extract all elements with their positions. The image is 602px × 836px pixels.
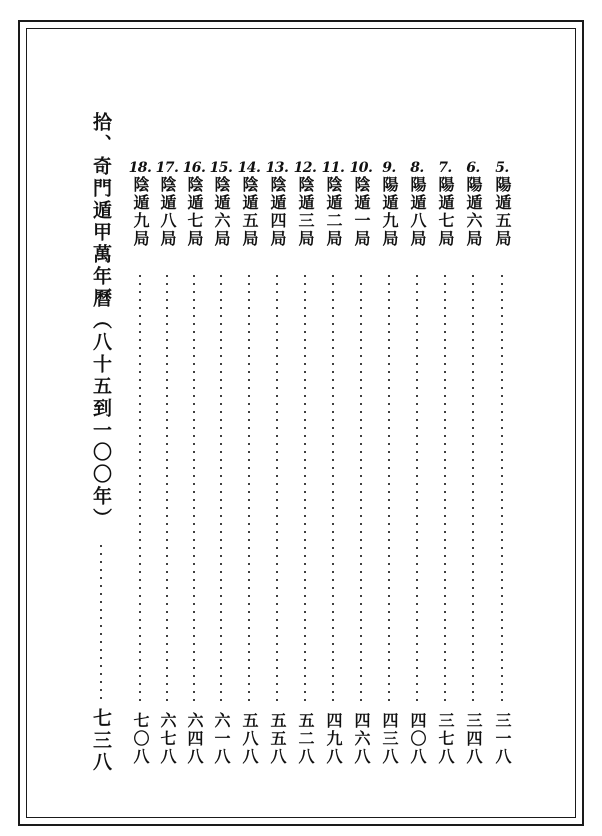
- chapter-title: 拾、奇門遁甲萬年曆（八十五到一〇〇年）: [90, 112, 112, 530]
- entry-number: 14.: [237, 160, 261, 176]
- entry-title: 陽遁六局: [464, 176, 483, 248]
- toc-entry[interactable]: [235, 160, 263, 248]
- leader-dots: [219, 272, 223, 704]
- entry-number: 15.: [209, 160, 233, 176]
- entry-page-number: 三四八: [464, 712, 483, 766]
- entry-page-number: 六七八: [158, 712, 177, 766]
- entry-page-number: 七〇八: [131, 712, 150, 766]
- toc-entry[interactable]: [263, 160, 291, 248]
- toc-entry[interactable]: [319, 160, 347, 248]
- entry-number: 5.: [495, 160, 509, 176]
- leader-dots: [247, 272, 251, 704]
- entry-title: 陽遁五局: [493, 176, 512, 248]
- entry-number: 13.: [265, 160, 289, 176]
- toc-entry[interactable]: [375, 160, 403, 248]
- entry-page-number: 五八八: [240, 712, 259, 766]
- entry-page-number: 六一八: [212, 712, 231, 766]
- toc-entry[interactable]: [153, 160, 181, 248]
- entry-page-number: 四六八: [352, 712, 371, 766]
- entry-page-number: 六四八: [185, 712, 204, 766]
- toc-entry[interactable]: [431, 160, 459, 248]
- entry-title: 陰遁三局: [296, 176, 315, 248]
- entry-number: 11.: [321, 160, 345, 176]
- toc-entry[interactable]: [347, 160, 375, 248]
- leader-dots: [471, 272, 475, 704]
- entry-number: 8.: [410, 160, 424, 176]
- leader-dots: [415, 272, 419, 704]
- chapter-leader-dots: [99, 542, 103, 700]
- leader-dots: [138, 272, 142, 704]
- entry-page-number: 三七八: [436, 712, 455, 766]
- leader-dots: [387, 272, 391, 704]
- entry-page-number: 五五八: [268, 712, 287, 766]
- entry-number: 12.: [293, 160, 317, 176]
- leader-dots: [165, 272, 169, 704]
- toc-entry[interactable]: [180, 160, 208, 248]
- leader-dots: [500, 272, 504, 704]
- entry-title: 陽遁八局: [408, 176, 427, 248]
- entry-page-number: 五二八: [296, 712, 315, 766]
- entry-title: 陰遁九局: [131, 176, 150, 248]
- entry-page-number: 三一八: [493, 712, 512, 766]
- toc-entry[interactable]: [459, 160, 487, 248]
- entry-number: 7.: [438, 160, 452, 176]
- entry-page-number: 四〇八: [408, 712, 427, 766]
- chapter-page-number: 七三八: [90, 708, 112, 774]
- entry-title: 陽遁九局: [380, 176, 399, 248]
- toc-entry[interactable]: [488, 160, 516, 248]
- toc-entry[interactable]: [207, 160, 235, 248]
- entry-number: 9.: [382, 160, 396, 176]
- toc-entry[interactable]: [126, 160, 154, 248]
- entry-page-number: 四九八: [324, 712, 343, 766]
- entry-title: 陰遁四局: [268, 176, 287, 248]
- entry-title: 陰遁六局: [212, 176, 231, 248]
- toc-entry[interactable]: [291, 160, 319, 248]
- entry-number: 10.: [349, 160, 373, 176]
- toc-entry[interactable]: [403, 160, 431, 248]
- entry-title: 陰遁五局: [240, 176, 259, 248]
- entry-title: 陰遁八局: [158, 176, 177, 248]
- entry-title: 陰遁二局: [324, 176, 343, 248]
- entry-number: 16.: [182, 160, 206, 176]
- entry-title: 陽遁七局: [436, 176, 455, 248]
- entry-title: 陰遁一局: [352, 176, 371, 248]
- leader-dots: [192, 272, 196, 704]
- leader-dots: [359, 272, 363, 704]
- leader-dots: [331, 272, 335, 704]
- entry-title: 陰遁七局: [185, 176, 204, 248]
- chapter-heading: [86, 112, 116, 530]
- entry-page-number: 四三八: [380, 712, 399, 766]
- leader-dots: [303, 272, 307, 704]
- entry-number: 18.: [128, 160, 152, 176]
- entry-number: 6.: [466, 160, 480, 176]
- leader-dots: [275, 272, 279, 704]
- entry-number: 17.: [155, 160, 179, 176]
- leader-dots: [443, 272, 447, 704]
